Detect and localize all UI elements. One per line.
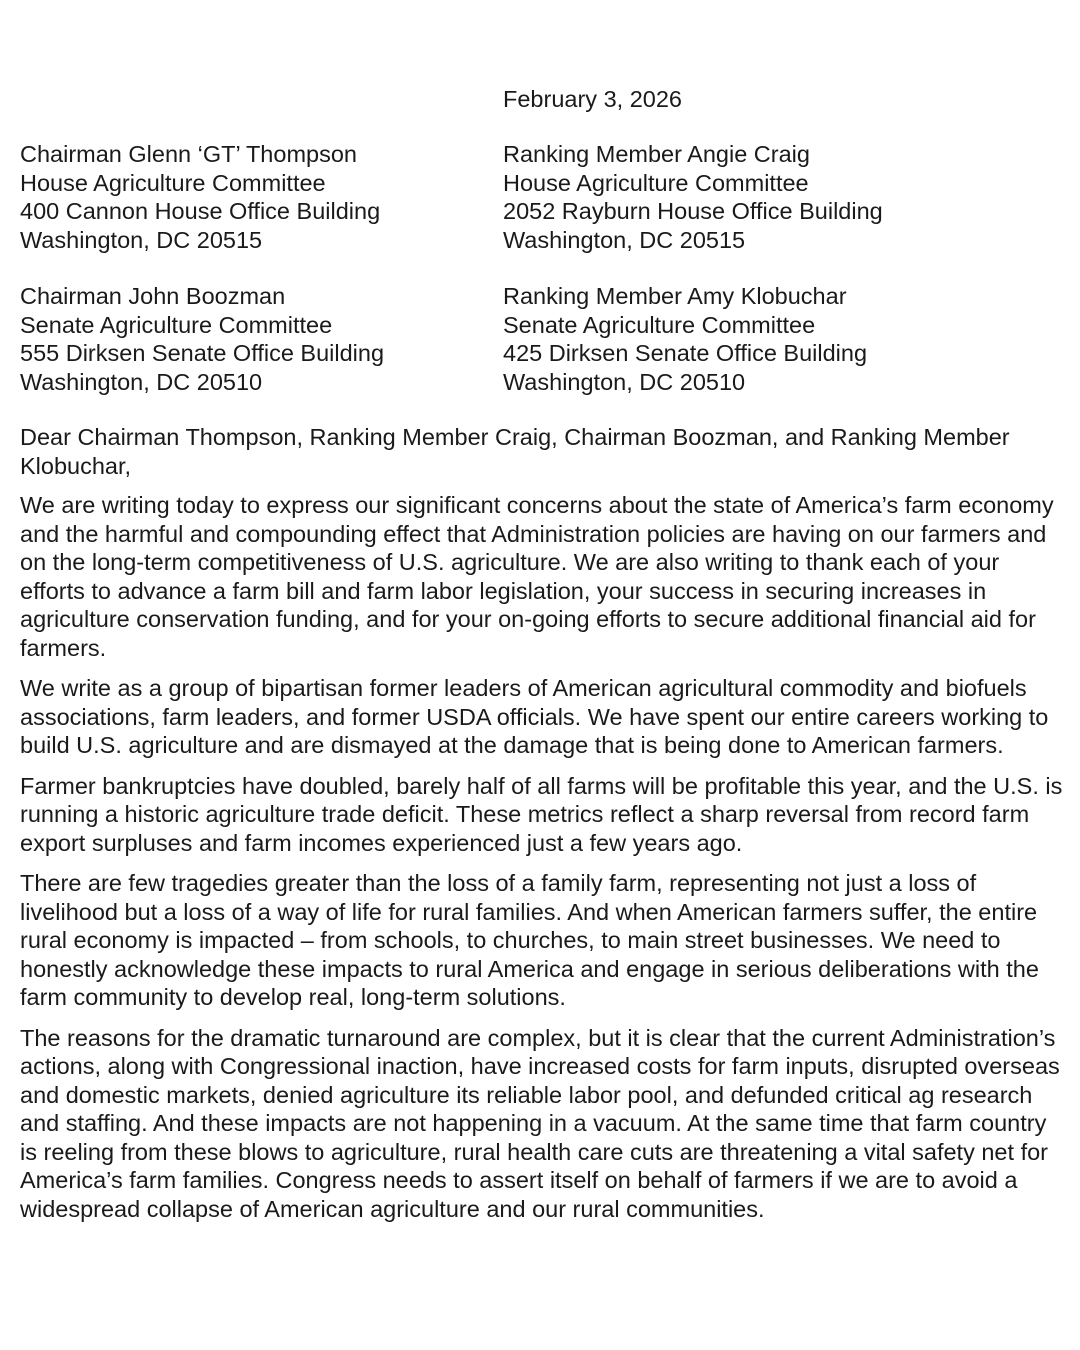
recipient-city: Washington, DC 20510 <box>20 368 263 395</box>
recipient-committee: Senate Agriculture Committee <box>503 311 816 338</box>
letter-date: February 3, 2026 <box>503 86 682 112</box>
recipient-address-thompson <box>20 140 380 254</box>
recipient-city: Washington, DC 20515 <box>20 226 263 253</box>
salutation: Dear Chairman Thompson, Ranking Member Craig, Chairman Boozman, and Ranking Member Klobuchar, <box>20 424 1010 479</box>
body-paragraph: We are writing today to express our significant concerns about the state of America’s farm economy and the harmful and compounding effect that Administration policies are having on our farmers and on the long-term competitiveness of U.S. agriculture. We are also writing to thank each of your efforts to advance a farm bill and farm labor legislation, your success in securing increases in agriculture conservation funding, and for your on-going efforts to secure additional financial aid for farmers. <box>20 492 1054 661</box>
recipient-name: Ranking Member Angie Craig <box>503 141 810 167</box>
recipient-committee: Senate Agriculture Committee <box>20 311 333 338</box>
recipient-address-craig <box>503 140 883 254</box>
recipient-city: Washington, DC 20510 <box>503 368 746 395</box>
recipient-name: Chairman Glenn ‘GT’ Thompson <box>20 141 357 167</box>
recipient-building: 2052 Rayburn House Office Building <box>503 198 883 224</box>
recipient-building: 555 Dirksen Senate Office Building <box>20 340 385 366</box>
recipient-name: Ranking Member Amy Klobuchar <box>503 283 847 309</box>
recipient-address-boozman <box>20 282 384 396</box>
body-paragraph: There are few tragedies greater than the loss of a family farm, representing not just a loss of livelihood but a loss of a way of life for rural families. And when American farmers suffer, the entire rural economy is impacted – from schools, to churches, to main street businesses. We need to honestly acknowledge these impacts to rural America and engage in serious deliberations with the farm community to develop real, long-term solutions. <box>20 870 1039 1010</box>
body-paragraph: We write as a group of bipartisan former leaders of American agricultural commodity and biofuels associations, farm leaders, and former USDA officials. We have spent our entire careers working to build U.S. agriculture and are dismayed at the damage that is being done to American farmers. <box>20 675 1049 758</box>
letter-body <box>20 423 1068 1235</box>
body-paragraph: Farmer bankruptcies have doubled, barely half of all farms will be profitable this year, and the U.S. is running a historic agriculture trade deficit. These metrics reflect a sharp reversal from record farm export surpluses and farm incomes experienced just a few years ago. <box>20 772 1063 856</box>
recipient-name: Chairman John Boozman <box>20 283 286 309</box>
recipient-building: 425 Dirksen Senate Office Building <box>503 340 868 366</box>
recipient-city: Washington, DC 20515 <box>503 226 746 253</box>
recipient-committee: House Agriculture Committee <box>503 169 809 196</box>
recipient-address-klobuchar <box>503 282 867 396</box>
body-paragraph: The reasons for the dramatic turnaround are complex, but it is clear that the current Administration’s actions, along with Congressional inaction, have increased costs for farm inputs, disrupted overseas and domestic markets, denied agriculture its reliable labor pool, and defunded critical ag research and staffing. And these impacts are not happening in a vacuum. At the same time that farm country is reeling from these blows to agriculture, rural health care cuts are threatening a vital safety net for America’s farm families. Congress needs to assert itself on behalf of farmers if we are to avoid a widespread collapse of American agriculture and our rural communities. <box>20 1024 1060 1222</box>
recipient-committee: House Agriculture Committee <box>20 169 326 196</box>
recipient-building: 400 Cannon House Office Building <box>20 198 381 224</box>
